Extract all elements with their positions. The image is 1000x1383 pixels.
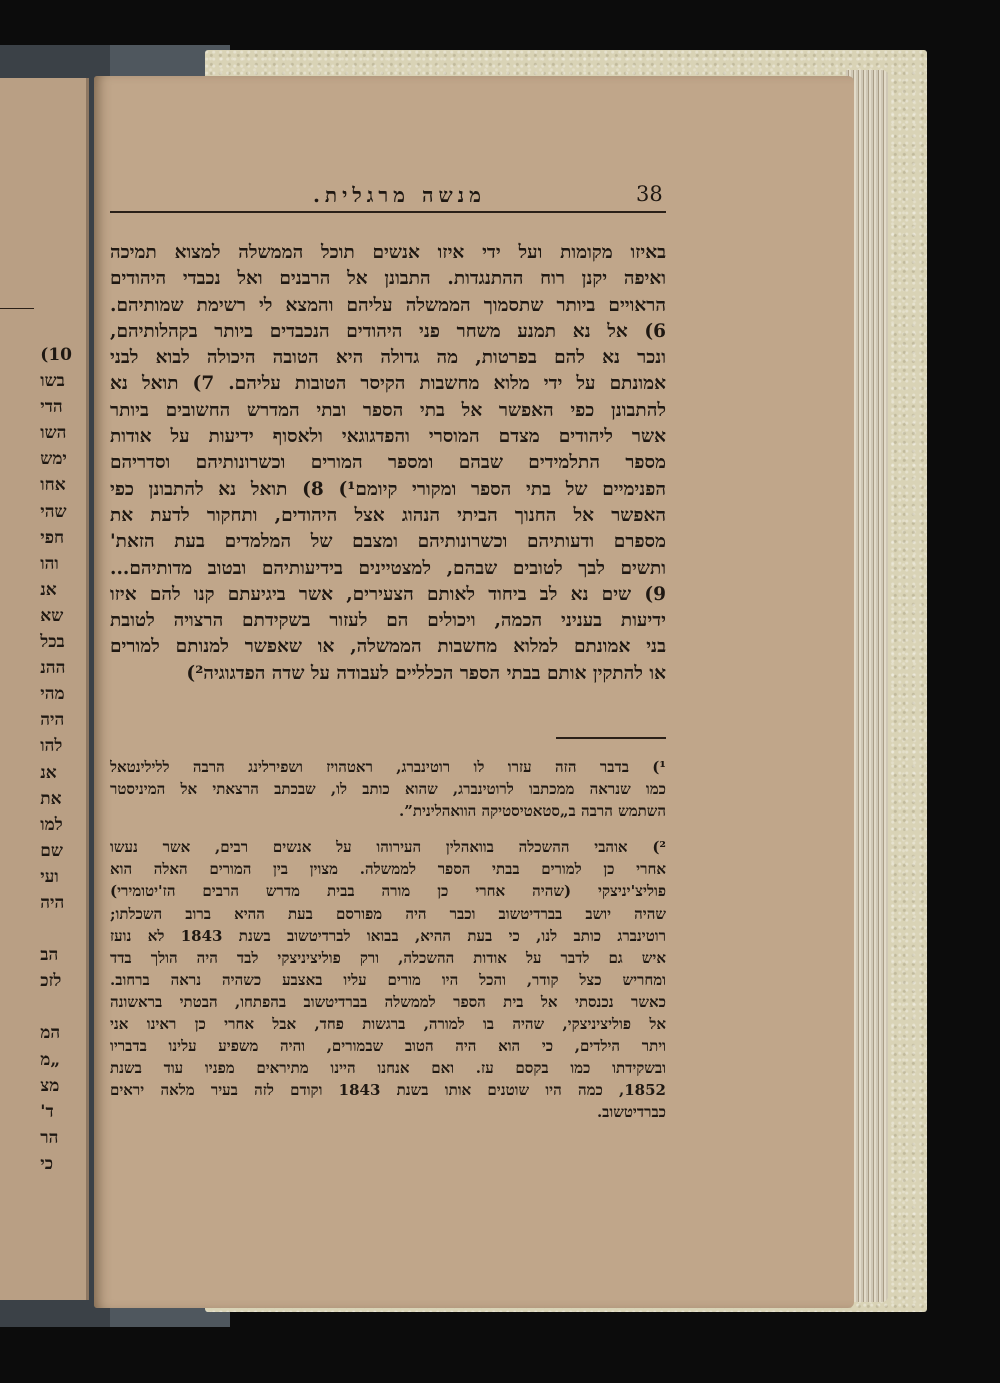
- left-page-line: הדי: [40, 397, 63, 418]
- footnote-line: ¹) בדבר הזה עזרו לו רוטינברג, ראטהויז ושפירלינג הרבה ללילינטאל: [110, 758, 666, 776]
- footnote-line: שהיה יושב בברדיטשוב וכבר היה מפורסם בעת ההיא ברוב השכלתו;: [110, 904, 666, 923]
- footnote-line: כאשר נכנסתי אל בית הספר לממשלה בברדיטשוב בהפתחו, הבטתי בראשונה: [110, 992, 666, 1011]
- body-line: ונכר נא להם בפרטות, מה גדולה היא הטובה היכולה לבוא לבני: [110, 347, 666, 369]
- body-line: או להתקין אותם בבתי הספר הכלליים לעבודה על שדה הפדגוגיה²): [186, 662, 666, 684]
- left-page-line: 10): [40, 345, 72, 365]
- left-page-line: היה: [40, 710, 65, 731]
- left-page-line: להו: [40, 736, 63, 757]
- left-page-line: ד': [40, 1101, 54, 1122]
- body-line: באיזו מקומות ועל ידי איזו אנשים תוכל הממשלה למצוא תמיכה: [110, 242, 666, 263]
- left-page-line: ועי: [40, 866, 59, 887]
- left-page-line: למו: [40, 814, 63, 835]
- left-page-line: את: [40, 788, 62, 809]
- left-page-line: שא: [40, 605, 64, 626]
- body-line: הפנימיים של בתי הספר ומקורי קיומם¹) 8) תואל נא להתבונן כפי: [110, 478, 666, 500]
- header-rule: [110, 211, 666, 213]
- body-line: אמונתם על ידי מלוא מחשבות הקיסר הטובות עליהם. 7) תואל נא: [110, 373, 666, 395]
- body-line: הראויים ביותר שתסמוך הממשלה עליהם והמצא לי רשימת שמותיהם.: [110, 294, 666, 316]
- footnote-line: כברדיטשוב.: [596, 1103, 666, 1122]
- left-page-line: בשו: [40, 371, 65, 392]
- footnote-line: פוליצ'יניצקי (שהיה אחרי כן מורה בבית מדרש הרבים הז'יטומירי): [110, 882, 666, 901]
- left-page-line: שם: [40, 840, 63, 861]
- footnote-line: אחרי כן למורים בבתי הספר לממשלה. מצוין בין המורים האלה הוא: [110, 860, 666, 879]
- footnote-line: השתמש הרבה ב„סטאטיסטיקה הוואהלינית”.: [398, 802, 666, 821]
- footnote-line: ויתר הילדים, כי הוא היה הטוב שבמורים, והיה משפיע עלינו בדבריו: [110, 1037, 666, 1056]
- footnote-line: ומחריש כצל קודר, והכל היו מורים עליו באצבע כשהיה נראה ברחוב.: [110, 970, 666, 989]
- left-page-fragment: [0, 78, 89, 1300]
- left-page-line: [40, 916, 72, 942]
- left-page-line: אחו: [40, 475, 66, 496]
- body-line: ותשים לבך לטובים שבהם, למצטיינים בידיעותיהם ובטוב מדותיהם...: [110, 557, 666, 579]
- left-page-line: אנ: [40, 579, 57, 600]
- left-page-line: שהי: [40, 501, 67, 522]
- left-page-line: השו: [40, 423, 67, 444]
- body-line: אשר ליהודים מצדם המוסרי והפדגוגאי ולאסוף ידיעות על אודות: [110, 426, 666, 448]
- left-page-line: בכל: [40, 632, 65, 653]
- left-page-line: [40, 994, 72, 1020]
- left-page-line: הר: [40, 1127, 59, 1148]
- body-line: מספרם ודעותיהם וכשרונותיהם ומצבם של המלמדים בעת הזאת': [110, 531, 666, 553]
- footnote: [110, 836, 666, 1123]
- body-line: להתבונן כפי האפשר אל בתי הספר ובתי המדרש החשובים ביותר: [110, 399, 666, 421]
- body-line: ידיעות בעניני הכמה, ויכולים הם לעזור בשקידתם הרצויה לטובת: [110, 610, 666, 632]
- footnote-line: רוטינברג כותב לנו, כי בעת ההיא, בבואו לברדיטשוב בשנת 1843 לא נועז: [110, 926, 666, 945]
- body-line: מספר התלמידים שבהם ומספר המורים וכשרונותיהם וסדריהם: [110, 452, 666, 474]
- footnote: [110, 756, 666, 822]
- main-text: [110, 240, 666, 687]
- footnotes: [110, 756, 666, 1138]
- left-page-line: ההנ: [40, 658, 66, 679]
- footnote-line: 1852, כמה היו שוטנים אותו בשנת 1843 וקודם לזה בעיר מלאה יראים: [110, 1081, 666, 1100]
- left-page-line: לזכ: [40, 971, 62, 992]
- body-line: האפשר אל החנוך הביתי הנהוג אצל היהודים, ותחקור לדעת את: [110, 504, 666, 526]
- body-line: 9) שים נא לב ביחוד לאותם הצעירים, אשר ביגיעתם קנו להם איזו: [110, 583, 666, 605]
- left-page-line: חפי: [40, 527, 65, 548]
- left-page-line: ימש: [40, 449, 67, 470]
- running-title: מנשה מרגלית.: [312, 183, 486, 207]
- footnote-line: איש גם לדבר על אודות ההשכלה, ורק פוליציניצקי לבד היה הולך בדד: [110, 948, 666, 967]
- body-line: ואיפה יקנן רוח ההתנגדות. התבונן אל הרבנים ואל נכבדי היהודים: [110, 268, 666, 290]
- footnote-line: ²) אוהבי ההשכלה בוואהלין העירוהו על אנשים רבים, אשר נעשו: [110, 838, 666, 857]
- body-line: בני אמונתם למלוא מחשבות הממשלה, או שאפשר למנותם למורים: [110, 636, 666, 658]
- left-page-line: והו: [40, 553, 59, 574]
- left-page-line: מהי: [40, 684, 65, 705]
- left-page-line: מצ: [40, 1075, 60, 1096]
- left-page-line: „מ: [40, 1049, 61, 1070]
- left-page-text: [40, 342, 72, 1177]
- left-page-line: הב: [40, 945, 59, 966]
- body-line: 6) אל נא תמנע משחר פני היהודים הנכבדים ביותר בקהלותיהם,: [110, 320, 666, 342]
- left-page-line: אנ: [40, 762, 57, 783]
- footnote-line: אל פוליציניצקי, שהיה בו למורה, ברגשות פחד, אבל אחרי כן ראינו אני: [110, 1015, 666, 1034]
- footnote-line: ובשקידתו כמו בקסם עז. ואם אנחנו היינו מתיראים מפניו עוד בשנת: [110, 1059, 666, 1078]
- page-number: 38: [636, 182, 663, 206]
- left-page-line: היה: [40, 892, 65, 913]
- left-page-line: כי: [40, 1153, 54, 1174]
- page-header: [110, 182, 666, 212]
- footnote-line: כמו שנראה ממכתבו לרוטינברג, שהוא כותב לו, שבכתב הרצאתי אל המיניסטר: [110, 780, 666, 799]
- footnote-rule: [556, 737, 666, 739]
- left-page-rule: [0, 308, 34, 309]
- left-page-line: המ: [40, 1023, 61, 1044]
